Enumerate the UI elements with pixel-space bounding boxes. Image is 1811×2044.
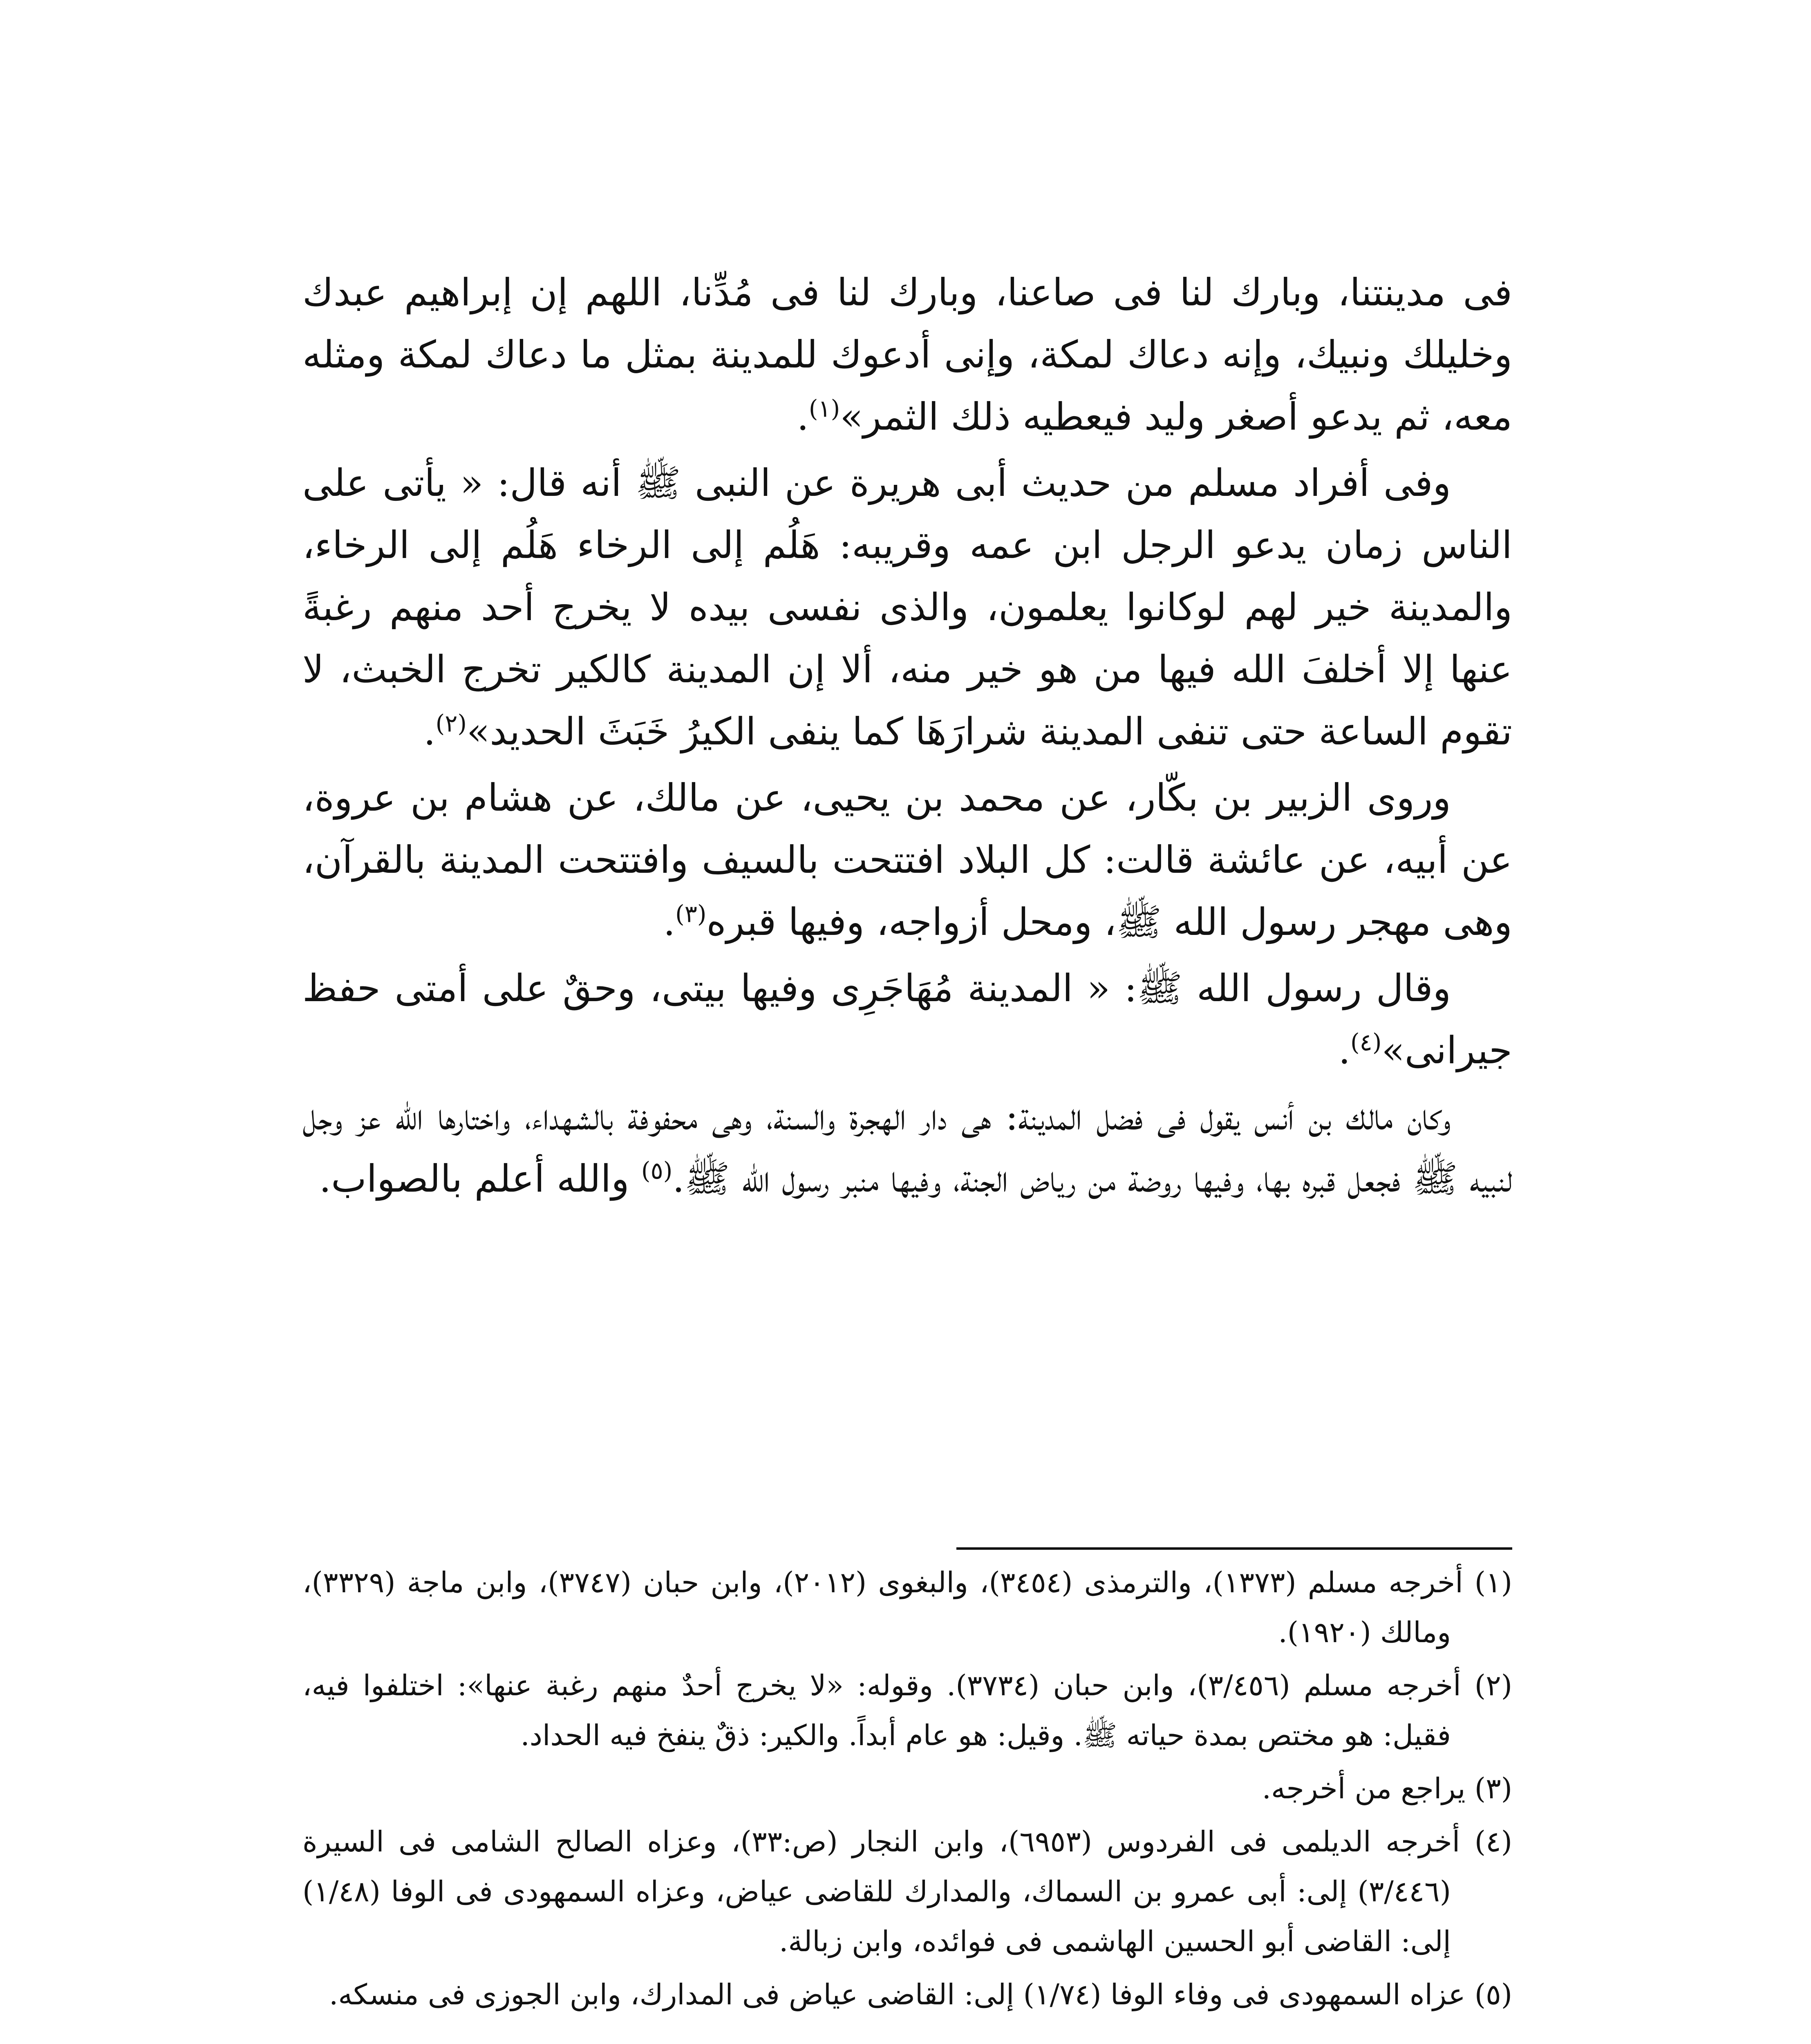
footnote-3: (٣) يراجع من أخرجه. [1262,1772,1512,1805]
paragraph-5-text: وكان مالك بن أنس يقول فى فضل المدينة: هى دار الهجرة والسنة، وهى محفوفة بالشهداء، واختارها الله عز وجل لنبيه ﷺ فجعل قبره بها، وفيها روضة من رياض الجنة، وفيها منبر رسول الله ﷺ. [302,1095,1512,1201]
paragraph-2 [302,452,1512,763]
footnotes [302,1558,1512,2023]
footnote-divider [956,1547,1512,1550]
footnote-ref-2: (٢) [435,709,467,737]
footnote-1: (١) أخرجه مسلم (١٣٧٣)، والترمذى (٣٤٥٤)، والبغوى (٢٠١٢)، وابن حبان (٣٧٤٧)، وابن ماجة (٣٣٢٩)، ومالك (١٩٢٠). [302,1566,1513,1649]
footnote-ref-3: (٣) [675,900,707,928]
paragraph-3-text: وروى الزبير بن بكّار، عن محمد بن يحيى، عن مالك، عن هشام بن عروة، عن أبيه، عن عائشة قالت: كل البلاد افتتحت بالسيف وافتتحت المدينة بالقرآن، وهى مهجر رسول الله ﷺ، ومحل أزواجه، وفيها قبره [302,776,1512,944]
footnote-ref-5: (٥) [641,1156,673,1185]
footnote-2: (٢) أخرجه مسلم (٣/٤٥٦)، وابن حبان (٣٧٣٤). وقوله: «لا يخرج أحدٌ منهم رغبة عنها»: اختلفوا فيه، فقيل: هو مختص بمدة حياته ﷺ. وقيل: هو عام أبداً. والكير: ذقٌ ينفخ فيه الحداد. [302,1669,1512,1752]
footnote-ref-4: (٤) [1350,1028,1382,1056]
paragraph-1-end: . [797,395,809,439]
paragraph-1-text: فى مدينتنا، وبارك لنا فى صاعنا، وبارك لنا فى مُدِّنا، اللهم إن إبراهيم عبدك وخليلك ونبيك، وإنه دعاك لمكة، وإنى أدعوك للمدينة بمثل ما دعاك لمكة ومثله معه، ثم يدعو أصغر وليد فيعطيه ذلك الثمر» [302,271,1512,439]
paragraph-2-end: . [423,710,436,753]
paragraph-4 [302,957,1512,1082]
footnote-ref-1: (١) [808,394,840,423]
paragraph-5 [302,1086,1512,1210]
paragraph-5-end: والله أعلم بالصواب. [319,1157,641,1201]
paragraph-2-text: وفى أفراد مسلم من حديث أبى هريرة عن النبى ﷺ أنه قال: « يأتى على الناس زمان يدعو الرجل ابن عمه وقريبه: هَلُم إلى الرخاء هَلُم إلى الرخاء، والمدينة خير لهم لوكانوا يعلمون، والذى نفسى بيده لا يخرج أحد منهم رغبةً عنها إلا أخلفَ الله فيها من هو خير منه، ألا إن المدينة كالكير تخرج الخبث، لا تقوم الساعة حتى تنفى المدينة شرارَهَا كما ينفى الكيرُ خَبَثَ الحديد» [302,461,1512,753]
paragraph-1 [302,262,1512,448]
footnote-5: (٥) عزاه السمهودى فى وفاء الوفا (١/٧٤) إلى: القاضى عياض فى المدارك، وابن الجوزى فى منسكه. [329,1978,1512,2011]
paragraph-4-text: وقال رسول الله ﷺ: « المدينة مُهَاجَرِى وفيها بيتى، وحقٌ على أمتى حفظ جيرانى» [302,966,1512,1072]
paragraph-3 [302,767,1512,953]
footnote-4: (٤) أخرجه الديلمى فى الفردوس (٦٩٥٣)، وابن النجار (ص:٣٣)، وعزاه الصالح الشامى فى السيرة (٣/٤٤٦) إلى: أبى عمرو بن السماك، والمدارك للقاضى عياض، وعزاه السمهودى فى الوفا (١/٤٨) إلى: القاضى أبو الحسين الهاشمى فى فوائده، وابن زبالة. [302,1825,1512,1958]
paragraph-4-end: . [1338,1029,1351,1072]
paragraph-3-end: . [663,900,676,944]
main-text [302,262,1512,1214]
